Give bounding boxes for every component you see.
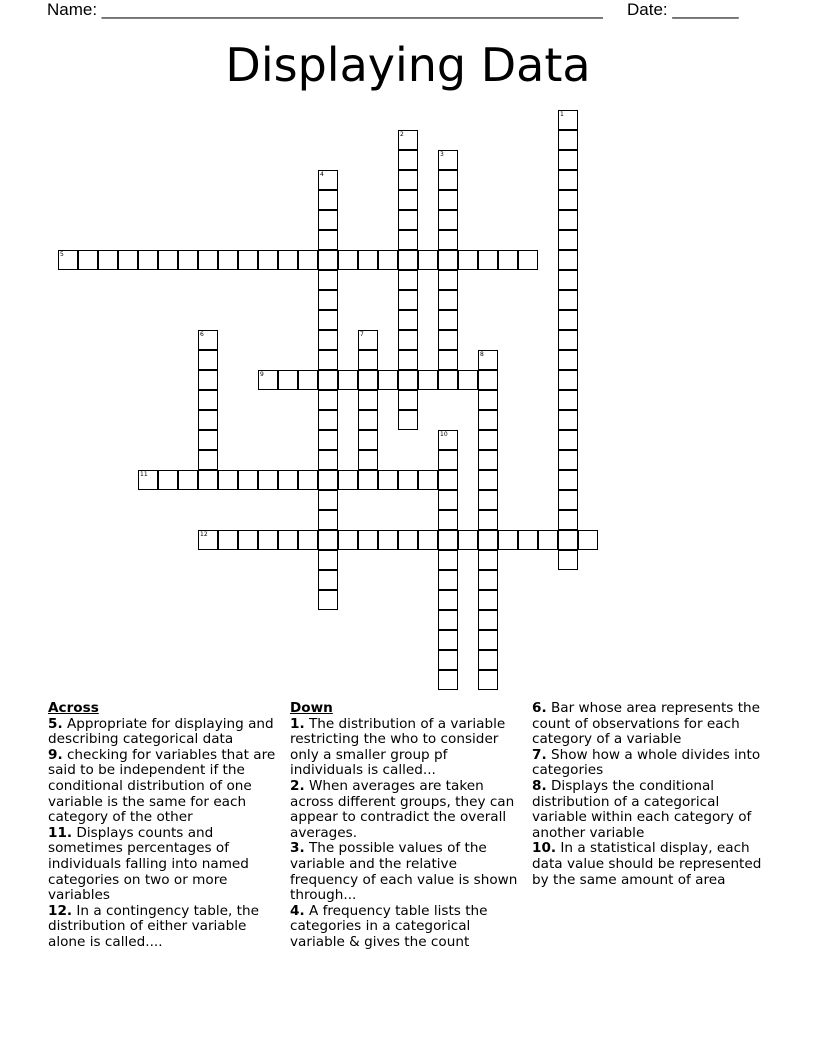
clue-down-3 (290, 841, 518, 903)
grid-cell[interactable] (558, 130, 578, 150)
clue-down-10 (532, 841, 768, 888)
clue-down-8 (532, 779, 768, 841)
grid-cell[interactable] (398, 370, 418, 390)
clue-text: Appropriate for displaying and describing categorical data (48, 715, 274, 748)
grid-cell[interactable] (398, 330, 418, 350)
grid-cell[interactable] (438, 450, 458, 470)
grid-cell[interactable] (438, 570, 458, 590)
grid-cell[interactable] (438, 370, 458, 390)
clue-text: In a contingency table, the distribution of either variable alone is called.... (48, 902, 259, 950)
grid-cell[interactable] (558, 530, 578, 550)
grid-cell[interactable] (318, 190, 338, 210)
grid-cell[interactable] (358, 370, 378, 390)
grid-cell[interactable] (338, 530, 358, 550)
grid-cell[interactable] (198, 330, 218, 350)
cell-number: 3 (440, 151, 444, 158)
grid-cell[interactable] (198, 530, 218, 550)
grid-cell[interactable] (278, 470, 298, 490)
grid-cell[interactable] (358, 250, 378, 270)
grid-cell[interactable] (358, 390, 378, 410)
grid-cell[interactable] (318, 470, 338, 490)
grid-cell[interactable] (398, 170, 418, 190)
grid-cell[interactable] (478, 590, 498, 610)
grid-cell[interactable] (198, 430, 218, 450)
grid-cell[interactable] (438, 210, 458, 230)
grid-cell[interactable] (478, 450, 498, 470)
grid-cell[interactable] (398, 230, 418, 250)
grid-cell[interactable] (358, 470, 378, 490)
grid-cell[interactable] (438, 630, 458, 650)
grid-cell[interactable] (258, 470, 278, 490)
cell-number: 7 (360, 331, 364, 338)
grid-cell[interactable] (558, 270, 578, 290)
cell-number: 9 (260, 371, 264, 378)
grid-cell[interactable] (398, 150, 418, 170)
grid-cell[interactable] (478, 490, 498, 510)
grid-cell[interactable] (138, 470, 158, 490)
grid-cell[interactable] (298, 250, 318, 270)
grid-cell[interactable] (198, 450, 218, 470)
grid-cell[interactable] (178, 250, 198, 270)
clue-down-2 (290, 779, 518, 841)
grid-cell[interactable] (378, 250, 398, 270)
grid-cell[interactable] (318, 250, 338, 270)
grid-cell[interactable] (338, 370, 358, 390)
down-heading: Down (290, 700, 333, 716)
grid-cell[interactable] (398, 530, 418, 550)
grid-cell[interactable] (318, 370, 338, 390)
grid-cell[interactable] (398, 410, 418, 430)
cell-number: 2 (400, 131, 404, 138)
grid-cell[interactable] (438, 470, 458, 490)
clue-number: 3. (290, 840, 305, 857)
clue-number: 4. (290, 902, 305, 919)
across-heading: Across (48, 700, 99, 716)
grid-cell[interactable] (318, 530, 338, 550)
grid-cell[interactable] (298, 470, 318, 490)
clue-text: A frequency table lists the categories in a categorical variable & gives the count (290, 902, 488, 950)
grid-cell[interactable] (538, 530, 558, 550)
grid-cell[interactable] (478, 390, 498, 410)
clue-number: 8. (532, 777, 547, 794)
grid-cell[interactable] (318, 550, 338, 570)
grid-cell[interactable] (438, 230, 458, 250)
clue-text: The possible values of the variable and the relative frequency of each value is shown through... (290, 840, 518, 904)
grid-cell[interactable] (318, 170, 338, 190)
grid-cell[interactable] (558, 110, 578, 130)
grid-cell[interactable] (458, 530, 478, 550)
grid-cell[interactable] (338, 250, 358, 270)
grid-cell[interactable] (478, 570, 498, 590)
grid-cell[interactable] (398, 310, 418, 330)
down-clues-continued (532, 701, 768, 888)
grid-cell[interactable] (438, 590, 458, 610)
grid-cell[interactable] (438, 350, 458, 370)
grid-cell[interactable] (558, 550, 578, 570)
grid-cell[interactable] (358, 430, 378, 450)
grid-cell[interactable] (358, 330, 378, 350)
grid-cell[interactable] (438, 330, 458, 350)
grid-cell[interactable] (398, 270, 418, 290)
grid-cell[interactable] (318, 270, 338, 290)
cell-number: 1 (560, 111, 564, 118)
grid-cell[interactable] (438, 310, 458, 330)
grid-cell[interactable] (338, 470, 358, 490)
clue-number: 2. (290, 777, 305, 794)
grid-cell[interactable] (198, 370, 218, 390)
grid-cell[interactable] (478, 410, 498, 430)
grid-cell[interactable] (318, 450, 338, 470)
clue-text: In a statistical display, each data value should be represented by the same amount of area (532, 840, 762, 888)
grid-cell[interactable] (558, 430, 578, 450)
across-clues (48, 701, 276, 951)
grid-cell[interactable] (218, 470, 238, 490)
grid-cell[interactable] (318, 570, 338, 590)
grid-cell[interactable] (438, 190, 458, 210)
grid-cell[interactable] (558, 250, 578, 270)
grid-cell[interactable] (358, 410, 378, 430)
grid-cell[interactable] (518, 250, 538, 270)
grid-cell[interactable] (458, 250, 478, 270)
grid-cell[interactable] (238, 250, 258, 270)
grid-cell[interactable] (558, 290, 578, 310)
grid-cell[interactable] (358, 530, 378, 550)
grid-cell[interactable] (558, 410, 578, 430)
clue-number: 5. (48, 715, 63, 732)
clue-text: Displays the conditional distribution of a categorical variable within each category of another variable (532, 777, 752, 841)
clue-down-6 (532, 701, 768, 748)
grid-cell[interactable] (378, 370, 398, 390)
grid-cell[interactable] (498, 530, 518, 550)
grid-cell[interactable] (318, 490, 338, 510)
grid-cell[interactable] (438, 250, 458, 270)
grid-cell[interactable] (558, 310, 578, 330)
puzzle-title: Displaying Data (225, 38, 591, 92)
grid-cell[interactable] (478, 630, 498, 650)
grid-cell[interactable] (158, 470, 178, 490)
grid-cell[interactable] (438, 290, 458, 310)
grid-cell[interactable] (498, 250, 518, 270)
grid-cell[interactable] (558, 470, 578, 490)
grid-cell[interactable] (198, 350, 218, 370)
grid-cell[interactable] (478, 430, 498, 450)
grid-cell[interactable] (418, 250, 438, 270)
grid-cell[interactable] (558, 450, 578, 470)
grid-cell[interactable] (198, 250, 218, 270)
grid-cell[interactable] (378, 470, 398, 490)
grid-cell[interactable] (238, 470, 258, 490)
grid-cell[interactable] (558, 370, 578, 390)
cell-number: 8 (480, 351, 484, 358)
grid-cell[interactable] (438, 650, 458, 670)
cell-number: 6 (200, 331, 204, 338)
down-clues (290, 701, 518, 951)
grid-cell[interactable] (278, 370, 298, 390)
clue-text: checking for variables that are said to be independent if the conditional distribution of one variable is the same for each category of the other (48, 746, 276, 826)
grid-cell[interactable] (438, 510, 458, 530)
grid-cell[interactable] (558, 230, 578, 250)
cell-number: 11 (140, 471, 148, 478)
grid-cell[interactable] (558, 390, 578, 410)
grid-cell[interactable] (558, 490, 578, 510)
clue-text: Displays counts and sometimes percentages of individuals falling into named categories on two or more variables (48, 824, 249, 904)
grid-cell[interactable] (318, 290, 338, 310)
grid-cell[interactable] (458, 370, 478, 390)
grid-cell[interactable] (398, 470, 418, 490)
clue-number: 11. (48, 824, 73, 841)
clue-number: 12. (48, 902, 73, 919)
grid-cell[interactable] (298, 530, 318, 550)
grid-cell[interactable] (438, 150, 458, 170)
grid-cell[interactable] (578, 530, 598, 550)
grid-cell[interactable] (178, 470, 198, 490)
name-field-line: Name: _____________________________________________________ (47, 0, 603, 19)
grid-cell[interactable] (558, 170, 578, 190)
grid-cell[interactable] (98, 250, 118, 270)
grid-cell[interactable] (138, 250, 158, 270)
grid-cell[interactable] (558, 330, 578, 350)
grid-cell[interactable] (398, 290, 418, 310)
grid-cell[interactable] (158, 250, 178, 270)
grid-cell[interactable] (318, 430, 338, 450)
grid-cell[interactable] (438, 270, 458, 290)
grid-cell[interactable] (558, 190, 578, 210)
grid-cell[interactable] (318, 230, 338, 250)
grid-cell[interactable] (438, 670, 458, 690)
clue-text: Show how a whole divides into categories (532, 746, 761, 779)
grid-cell[interactable] (398, 350, 418, 370)
cell-number: 4 (320, 171, 324, 178)
cell-number: 12 (200, 531, 208, 538)
clue-across-11 (48, 826, 276, 904)
grid-cell[interactable] (118, 250, 138, 270)
clue-text: The distribution of a variable restricting the who to consider only a smaller group pf individuals is called... (290, 715, 506, 779)
clue-across-9 (48, 748, 276, 826)
grid-cell[interactable] (218, 250, 238, 270)
grid-cell[interactable] (198, 390, 218, 410)
grid-cell[interactable] (558, 350, 578, 370)
grid-cell[interactable] (518, 530, 538, 550)
grid-cell[interactable] (378, 530, 398, 550)
grid-cell[interactable] (238, 530, 258, 550)
grid-cell[interactable] (558, 210, 578, 230)
clue-number: 1. (290, 715, 305, 732)
clue-text: When averages are taken across different groups, they can appear to contradict the overall averages. (290, 777, 515, 841)
grid-cell[interactable] (298, 370, 318, 390)
grid-cell[interactable] (398, 130, 418, 150)
grid-cell[interactable] (478, 470, 498, 490)
cell-number: 10 (440, 431, 448, 438)
grid-cell[interactable] (318, 210, 338, 230)
clue-number: 6. (532, 700, 547, 716)
grid-cell[interactable] (438, 170, 458, 190)
grid-cell[interactable] (478, 350, 498, 370)
clue-number: 7. (532, 746, 547, 763)
grid-cell[interactable] (318, 590, 338, 610)
grid-cell[interactable] (478, 530, 498, 550)
grid-cell[interactable] (438, 430, 458, 450)
clue-across-12 (48, 904, 276, 951)
grid-cell[interactable] (398, 190, 418, 210)
clue-down-1 (290, 717, 518, 779)
grid-cell[interactable] (218, 530, 238, 550)
grid-cell[interactable] (198, 470, 218, 490)
grid-cell[interactable] (438, 530, 458, 550)
grid-cell[interactable] (318, 390, 338, 410)
grid-cell[interactable] (558, 510, 578, 530)
clue-down-7 (532, 748, 768, 779)
grid-cell[interactable] (418, 470, 438, 490)
grid-cell[interactable] (438, 490, 458, 510)
grid-cell[interactable] (478, 250, 498, 270)
clue-down-4 (290, 904, 518, 951)
grid-cell[interactable] (318, 510, 338, 530)
grid-cell[interactable] (358, 450, 378, 470)
clue-number: 10. (532, 840, 557, 857)
grid-cell[interactable] (478, 510, 498, 530)
grid-cell[interactable] (398, 250, 418, 270)
grid-cell[interactable] (318, 310, 338, 330)
grid-cell[interactable] (318, 330, 338, 350)
grid-cell[interactable] (58, 250, 78, 270)
grid-cell[interactable] (278, 250, 298, 270)
grid-cell[interactable] (478, 370, 498, 390)
grid-cell[interactable] (258, 530, 278, 550)
grid-cell[interactable] (478, 550, 498, 570)
grid-cell[interactable] (438, 550, 458, 570)
grid-cell[interactable] (278, 530, 298, 550)
grid-cell[interactable] (318, 410, 338, 430)
grid-cell[interactable] (478, 670, 498, 690)
grid-cell[interactable] (318, 350, 338, 370)
grid-cell[interactable] (358, 350, 378, 370)
date-field-line: Date: _______ (627, 0, 739, 19)
grid-cell[interactable] (258, 250, 278, 270)
grid-cell[interactable] (478, 610, 498, 630)
clue-across-5 (48, 717, 276, 748)
clue-number: 9. (48, 746, 63, 763)
cell-number: 5 (60, 251, 64, 258)
grid-cell[interactable] (418, 530, 438, 550)
grid-cell[interactable] (478, 650, 498, 670)
grid-cell[interactable] (258, 370, 278, 390)
grid-cell[interactable] (78, 250, 98, 270)
clue-text: Bar whose area represents the count of observations for each category of a variable (532, 700, 761, 748)
grid-cell[interactable] (418, 370, 438, 390)
grid-cell[interactable] (438, 610, 458, 630)
grid-cell[interactable] (398, 390, 418, 410)
grid-cell[interactable] (398, 210, 418, 230)
grid-cell[interactable] (558, 150, 578, 170)
grid-cell[interactable] (198, 410, 218, 430)
